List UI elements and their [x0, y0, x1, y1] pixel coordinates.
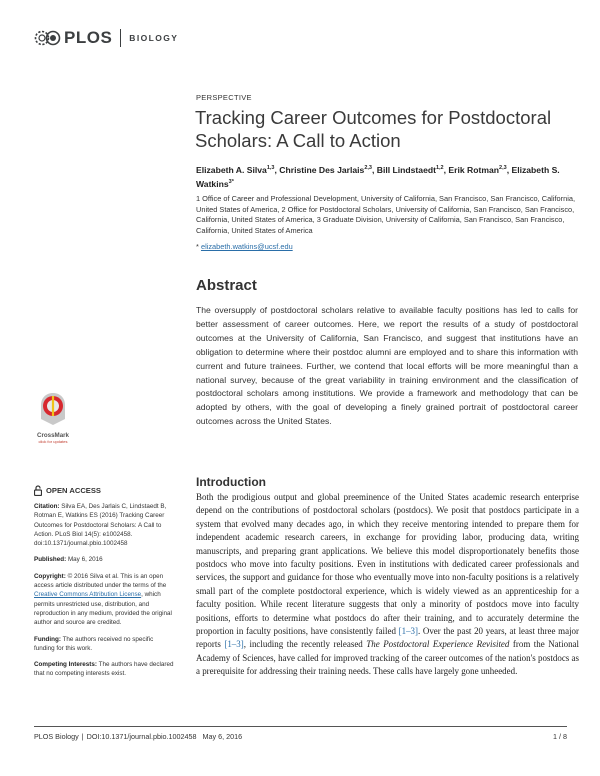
crossmark-badge[interactable] [33, 392, 73, 444]
citation-block [34, 502, 174, 548]
intro-text-part: . Over the past 20 years, at least three major reports [196, 626, 579, 650]
author-affiliation-sup: 3* [228, 178, 234, 185]
author-affiliation-sup: 2,3 [499, 165, 507, 171]
author-name[interactable]: Christine Des Jarlais [279, 164, 365, 175]
citation-text: Silva EA, Des Jarlais C, Lindstaedt B, Rotman E, Watkins ES (2016) Tracking Career Outcomes for Postdoctoral Scholars: A Call to Action. PLoS Biol 14(5): e1002458. doi:10.1371/journal.pbio.1002458 [34, 503, 167, 548]
page-number: 1 / 8 [553, 732, 567, 741]
copyright-label: Copyright: [34, 572, 66, 580]
published-block [34, 555, 174, 564]
open-access-label: OPEN ACCESS [46, 486, 101, 495]
published-date: May 6, 2016 [67, 556, 103, 564]
open-lock-icon [34, 485, 42, 496]
logo-divider [120, 29, 121, 47]
plos-biology-logo[interactable] [34, 26, 178, 50]
plos-logo-icon [34, 26, 62, 50]
copyright-block [34, 572, 174, 628]
competing-interests-block [34, 660, 174, 679]
intro-text-part: , including the recently released [243, 639, 367, 650]
footer-divider [34, 726, 567, 727]
footer-citation: PLOS Biology | DOI:10.1371/journal.pbio.1002458 May 6, 2016 [34, 732, 243, 741]
author-affiliation-sup: 1,2 [435, 165, 444, 171]
competing-interests-text: The authors have declared that no competing interests exist. [34, 661, 174, 678]
article-type: PERSPECTIVE [196, 93, 252, 102]
author-affiliation-sup: 2,3 [364, 165, 372, 171]
footer-date: May 6, 2016 [202, 732, 243, 741]
abstract-text: The oversupply of postdoctoral scholars relative to available faculty positions has led to calls for better assessment of career outcomes. Here, we report the results of a study of postdoctoral outcomes at the University of California, San Francisco, and suggest that institutions have an obligation to determine where their postdoc alumni are employed and to share this information with current and future trainees. Further, we contend that local efforts will be more meaningful than a national survey, because of the great variability in training environment and the classification of postdoctoral scholars among institutions. We provide a framework and methodology that can be adopted by others, with the goal of developing a finely grained portrait of postdoctoral career outcomes across the United States. [196, 305, 578, 427]
footer-doi[interactable]: DOI:10.1371/journal.pbio.1002458 [86, 732, 197, 741]
competing-interests-label: Competing Interests: [34, 661, 97, 669]
crossmark-icon [39, 392, 67, 426]
report-title: The Postdoctoral Experience Revisited [366, 639, 510, 650]
corresponding-marker: * [196, 242, 199, 251]
open-access-badge [34, 485, 101, 496]
copyright-text-end: , which permits unrestricted use, distribution, and reproduction in any medium, provided the original author and source are credited. [34, 591, 172, 627]
introduction-heading: Introduction [196, 475, 266, 489]
citation-label: Citation: [34, 503, 60, 510]
author-list: Elizabeth A. Silva$^{1,3}$, Christine Des Jarlais$^{2,3}$, Bill Lindstaedt$^{1,2}$, Erik Rotman$^{2,3}$, Elizabeth S. Watkins$^{3*}$ [196, 164, 560, 189]
author-name[interactable]: Bill Lindstaedt [376, 164, 436, 175]
introduction-text [196, 491, 579, 679]
author-affiliation-sup: 1,3 [266, 165, 275, 171]
corresponding-email [196, 242, 293, 251]
license-link[interactable]: Creative Commons Attribution License [34, 591, 142, 599]
crossmark-sublabel: click for updates [38, 439, 68, 444]
email-link[interactable]: elizabeth.watkins@ucsf.edu [200, 242, 293, 251]
funding-label: Funding: [34, 635, 61, 643]
footer-journal: PLOS Biology [34, 732, 79, 741]
author-name[interactable]: Erik Rotman [448, 164, 500, 175]
affiliations: 1 Office of Career and Professional Development, University of California, San Francisco, San Francisco, California, United States of America, 2 Office for Postdoctoral Scholars, University of California, San Francisco, San Francisco, California, United States of America, 3 Graduate Division, University of California, San Francisco, San Francisco, California, United States of America [196, 194, 576, 235]
citation-ref-link[interactable]: [1–3] [224, 639, 244, 650]
article-title: Tracking Career Outcomes for Postdoctoral Scholars: A Call to Action [195, 107, 552, 151]
author-name[interactable]: Elizabeth A. Silva [196, 164, 267, 175]
author-name[interactable]: Elizabeth S. Watkins [196, 164, 560, 189]
article-metadata [34, 502, 174, 686]
funding-text: The authors received no specific funding for this work. [34, 635, 154, 652]
crossmark-label: CrossMark [37, 432, 69, 439]
intro-text-part: Both the prodigious output and global preeminence of the United States academic research enterprise depend on the contributions of postdoctoral scholars (postdocs). We posit that postdocs participate in a system that evolved many decades ago, in which they receive mentoring intended to prepare them for independent academic research careers, in exchange for providing labor, producing data, writing manuscripts, and preparing grant applications. We believe this model disproportionately benefits those postdocs who move into faculty positions. Even in institutions with dedicated career professionals and services, the support and guidance for those who eventually move into non-faculty positions is a relatively small part of the complete postdoctoral experience, which is widely viewed as an apprenticeship for a faculty position. While recent literature suggests that only a minority of postdocs move into faculty positions, efforts to determine what postdocs do after their training, and to accurately determine the proportion in faculty positions, have consistently failed [196, 492, 579, 637]
abstract-heading: Abstract [196, 277, 257, 294]
copyright-text: © 2016 Silva et al. This is an open access article distributed under the terms of the [34, 572, 167, 590]
citation-ref-link[interactable]: [1–3] [398, 626, 418, 637]
brand-name: PLOS [64, 28, 113, 47]
funding-block [34, 635, 174, 654]
intro-text-part: from the National Academy of Sciences, have called for improved tracking of the career outcomes of the nation's postdocs as a prerequisite for addressing their training needs. These calls have largely gone unheeded. [196, 639, 580, 677]
published-label: Published: [34, 556, 67, 564]
journal-name: BIOLOGY [129, 33, 179, 43]
